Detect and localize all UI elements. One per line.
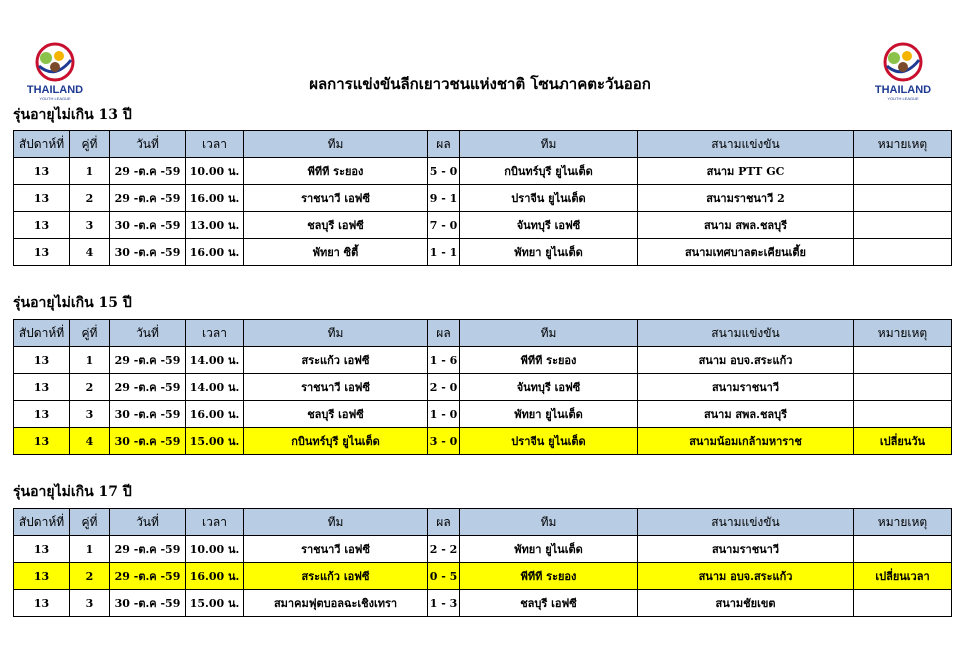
time-cell: 15.00 น. <box>186 590 244 617</box>
match-cell: 1 <box>70 347 110 374</box>
column-header: สัปดาห์ที่ <box>14 131 70 158</box>
table-row <box>14 563 952 590</box>
time-cell: 16.00 น. <box>186 401 244 428</box>
column-header: ผล <box>428 131 460 158</box>
score-cell: 1 - 1 <box>428 239 460 266</box>
home-team-cell: พีทีที ระยอง <box>244 158 428 185</box>
home-team-cell: สระแก้ว เอฟซี <box>244 347 428 374</box>
column-header: ทีม <box>244 131 428 158</box>
time-cell: 15.00 น. <box>186 428 244 455</box>
note-cell <box>854 185 952 212</box>
column-header: ทีม <box>244 320 428 347</box>
column-header: คู่ที่ <box>70 320 110 347</box>
section-title: รุ่นอายุไม่เกิน 15 ปี <box>13 295 132 311</box>
note-cell <box>854 158 952 185</box>
score-cell: 1 - 6 <box>428 347 460 374</box>
column-header: สนามแข่งขัน <box>638 320 854 347</box>
table-row <box>14 590 952 617</box>
column-header: ทีม <box>460 320 638 347</box>
score-cell: 1 - 0 <box>428 401 460 428</box>
time-cell: 16.00 น. <box>186 185 244 212</box>
score-cell: 0 - 5 <box>428 563 460 590</box>
date-cell: 29 -ต.ค -59 <box>110 536 186 563</box>
venue-cell: สนาม อบจ.สระแก้ว <box>638 347 854 374</box>
column-header: ผล <box>428 509 460 536</box>
date-cell: 30 -ต.ค -59 <box>110 212 186 239</box>
column-header: สัปดาห์ที่ <box>14 320 70 347</box>
column-header: หมายเหตุ <box>854 509 952 536</box>
time-cell: 14.00 น. <box>186 347 244 374</box>
away-team-cell: พัทยา ยูไนเต็ด <box>460 239 638 266</box>
away-team-cell: จันทบุรี เอฟซี <box>460 212 638 239</box>
logo-text: THAILAND <box>874 84 932 96</box>
table-row <box>14 158 952 185</box>
away-team-cell: พีทีที ระยอง <box>460 563 638 590</box>
score-cell: 5 - 0 <box>428 158 460 185</box>
date-cell: 29 -ต.ค -59 <box>110 185 186 212</box>
column-header: หมายเหตุ <box>854 320 952 347</box>
week-cell: 13 <box>14 401 70 428</box>
note-cell <box>854 590 952 617</box>
column-header: วันที่ <box>110 509 186 536</box>
column-header: สัปดาห์ที่ <box>14 509 70 536</box>
venue-cell: สนามราชนาวี 2 <box>638 185 854 212</box>
table-row <box>14 239 952 266</box>
note-cell <box>854 374 952 401</box>
away-team-cell: พัทยา ยูไนเต็ด <box>460 536 638 563</box>
table-row <box>14 212 952 239</box>
column-header: วันที่ <box>110 320 186 347</box>
time-cell: 16.00 น. <box>186 239 244 266</box>
header-row <box>14 320 952 347</box>
time-cell: 16.00 น. <box>186 563 244 590</box>
time-cell: 10.00 น. <box>186 536 244 563</box>
week-cell: 13 <box>14 158 70 185</box>
match-cell: 3 <box>70 590 110 617</box>
date-cell: 29 -ต.ค -59 <box>110 347 186 374</box>
table-row <box>14 347 952 374</box>
note-cell <box>854 401 952 428</box>
column-header: ผล <box>428 320 460 347</box>
venue-cell: สนาม สพล.ชลบุรี <box>638 212 854 239</box>
column-header: วันที่ <box>110 131 186 158</box>
section-title: รุ่นอายุไม่เกิน 13 ปี <box>13 107 132 123</box>
score-cell: 9 - 1 <box>428 185 460 212</box>
column-header: สนามแข่งขัน <box>638 131 854 158</box>
column-header: คู่ที่ <box>70 131 110 158</box>
section-title: รุ่นอายุไม่เกิน 17 ปี <box>13 484 132 500</box>
date-cell: 29 -ต.ค -59 <box>110 374 186 401</box>
venue-cell: สนามชัยเขต <box>638 590 854 617</box>
week-cell: 13 <box>14 185 70 212</box>
note-cell <box>854 347 952 374</box>
column-header: หมายเหตุ <box>854 131 952 158</box>
match-cell: 2 <box>70 374 110 401</box>
home-team-cell: กบินทร์บุรี ยูไนเต็ด <box>244 428 428 455</box>
results-table <box>13 319 952 455</box>
date-cell: 30 -ต.ค -59 <box>110 239 186 266</box>
score-cell: 1 - 3 <box>428 590 460 617</box>
venue-cell: สนามน้อมเกล้ามหาราช <box>638 428 854 455</box>
home-team-cell: สมาคมฟุตบอลฉะเชิงเทรา <box>244 590 428 617</box>
table-row <box>14 536 952 563</box>
week-cell: 13 <box>14 212 70 239</box>
week-cell: 13 <box>14 536 70 563</box>
column-header: ทีม <box>460 131 638 158</box>
column-header: เวลา <box>186 131 244 158</box>
home-team-cell: ชลบุรี เอฟซี <box>244 401 428 428</box>
score-cell: 2 - 0 <box>428 374 460 401</box>
note-cell <box>854 212 952 239</box>
page-title: ผลการแข่งขันลีกเยาวชนแห่งชาติ โซนภาคตะวันออก <box>309 75 651 93</box>
home-team-cell: ชลบุรี เอฟซี <box>244 212 428 239</box>
table-row <box>14 185 952 212</box>
column-header: คู่ที่ <box>70 509 110 536</box>
home-team-cell: พัทยา ซิตี้ <box>244 239 428 266</box>
table-row <box>14 401 952 428</box>
match-cell: 4 <box>70 428 110 455</box>
note-cell <box>854 239 952 266</box>
table-row <box>14 428 952 455</box>
time-cell: 14.00 น. <box>186 374 244 401</box>
away-team-cell: ชลบุรี เอฟซี <box>460 590 638 617</box>
table-row <box>14 374 952 401</box>
away-team-cell: พัทยา ยูไนเต็ด <box>460 401 638 428</box>
venue-cell: สนามราชนาวี <box>638 374 854 401</box>
venue-cell: สนาม สพล.ชลบุรี <box>638 401 854 428</box>
match-cell: 3 <box>70 212 110 239</box>
column-header: เวลา <box>186 509 244 536</box>
logo-subtext: YOUTH LEAGUE <box>39 96 71 101</box>
away-team-cell: ปราจีน ยูไนเต็ด <box>460 428 638 455</box>
date-cell: 30 -ต.ค -59 <box>110 401 186 428</box>
column-header: สนามแข่งขัน <box>638 509 854 536</box>
date-cell: 30 -ต.ค -59 <box>110 428 186 455</box>
away-team-cell: กบินทร์บุรี ยูไนเต็ด <box>460 158 638 185</box>
column-header: ทีม <box>460 509 638 536</box>
home-team-cell: ราชนาวี เอฟซี <box>244 374 428 401</box>
results-table <box>13 130 952 266</box>
venue-cell: สนาม อบจ.สระแก้ว <box>638 563 854 590</box>
time-cell: 13.00 น. <box>186 212 244 239</box>
venue-cell: สนามเทศบาลตะเคียนเตี้ย <box>638 239 854 266</box>
column-header: ทีม <box>244 509 428 536</box>
away-team-cell: จันทบุรี เอฟซี <box>460 374 638 401</box>
note-cell <box>854 536 952 563</box>
score-cell: 3 - 0 <box>428 428 460 455</box>
date-cell: 29 -ต.ค -59 <box>110 563 186 590</box>
week-cell: 13 <box>14 374 70 401</box>
time-cell: 10.00 น. <box>186 158 244 185</box>
date-cell: 29 -ต.ค -59 <box>110 158 186 185</box>
week-cell: 13 <box>14 428 70 455</box>
away-team-cell: พีทีที ระยอง <box>460 347 638 374</box>
week-cell: 13 <box>14 590 70 617</box>
match-cell: 2 <box>70 563 110 590</box>
match-cell: 1 <box>70 536 110 563</box>
results-table <box>13 508 952 617</box>
home-team-cell: สระแก้ว เอฟซี <box>244 563 428 590</box>
match-cell: 4 <box>70 239 110 266</box>
match-cell: 3 <box>70 401 110 428</box>
logo-text: THAILAND <box>26 84 84 96</box>
column-header: เวลา <box>186 320 244 347</box>
score-cell: 2 - 2 <box>428 536 460 563</box>
venue-cell: สนาม PTT GC <box>638 158 854 185</box>
away-team-cell: ปราจีน ยูไนเต็ด <box>460 185 638 212</box>
venue-cell: สนามราชนาวี <box>638 536 854 563</box>
home-team-cell: ราชนาวี เอฟซี <box>244 185 428 212</box>
week-cell: 13 <box>14 239 70 266</box>
note-cell: เปลี่ยนเวลา <box>854 563 952 590</box>
match-cell: 1 <box>70 158 110 185</box>
date-cell: 30 -ต.ค -59 <box>110 590 186 617</box>
header-row <box>14 509 952 536</box>
match-cell: 2 <box>70 185 110 212</box>
note-cell: เปลี่ยนวัน <box>854 428 952 455</box>
home-team-cell: ราชนาวี เอฟซี <box>244 536 428 563</box>
logo-subtext: YOUTH LEAGUE <box>887 96 919 101</box>
week-cell: 13 <box>14 563 70 590</box>
score-cell: 7 - 0 <box>428 212 460 239</box>
header-row <box>14 131 952 158</box>
week-cell: 13 <box>14 347 70 374</box>
